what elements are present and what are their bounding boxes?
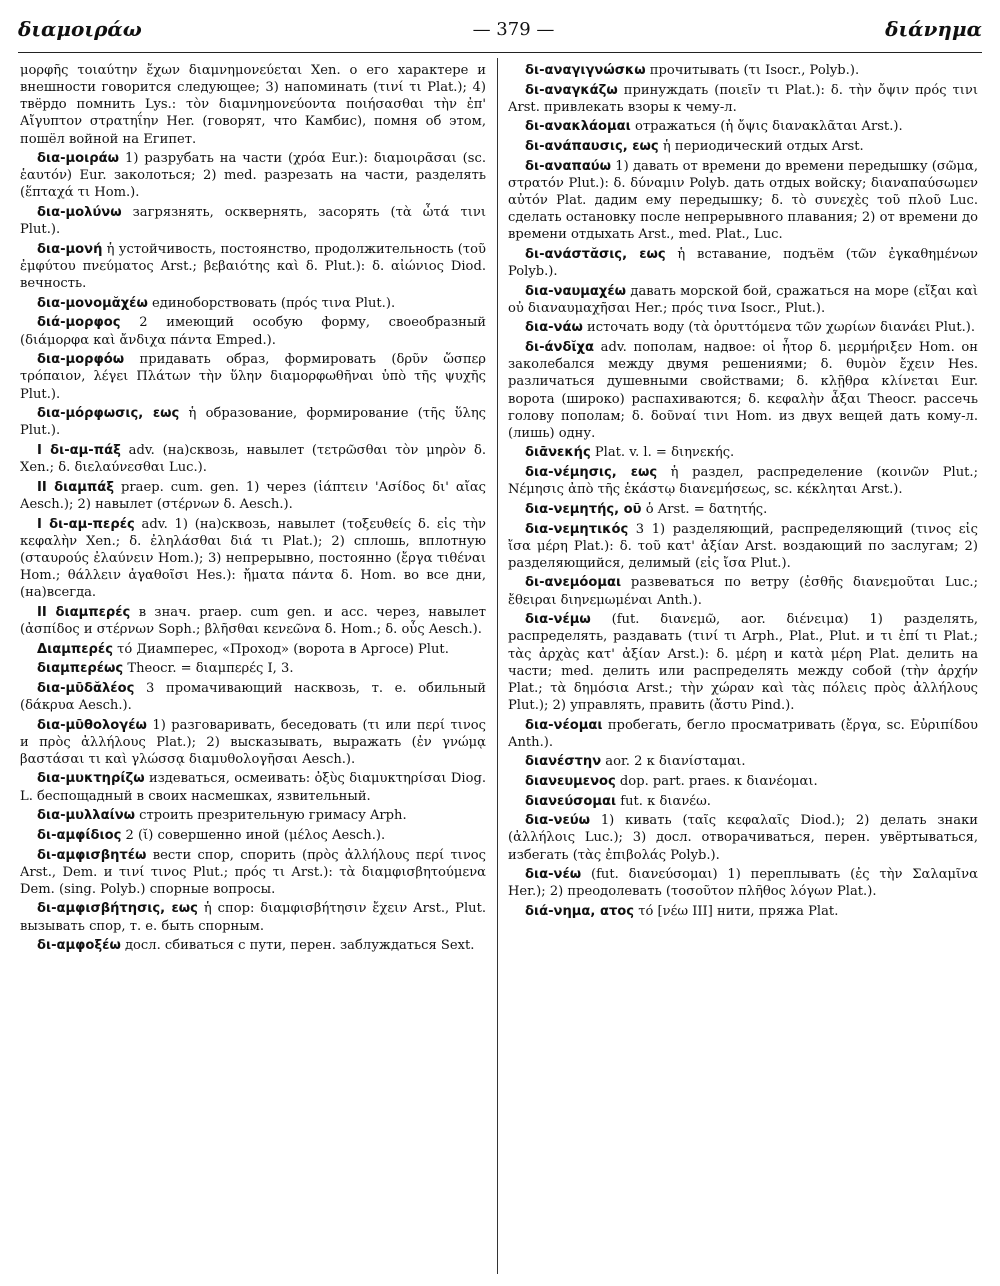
entry-headword: διανευμενος <box>525 773 616 789</box>
dictionary-entry <box>20 351 486 402</box>
dictionary-entry <box>20 717 486 768</box>
dictionary-entry <box>508 611 978 714</box>
entry-headword: δια-μῡδᾰλέος <box>37 680 135 696</box>
entry-definition: ἡ образование, формирование (τῆς ὕλης Plut.). <box>20 406 486 439</box>
entry-headword: II διαμπάξ <box>37 479 115 495</box>
entry-headword: διανέστην <box>525 754 602 770</box>
dictionary-entry <box>20 241 486 292</box>
dictionary-entry <box>20 405 486 439</box>
entry-headword: διαμπερέως <box>37 661 124 677</box>
entry-headword: διανεύσομαι <box>525 793 617 809</box>
entry-headword: I δι-αμ-περές <box>37 516 135 532</box>
entry-definition: 2 имеющий особую форму, своеобразный (διάμορφα καὶ ἄνδιχα πάντα Emped.). <box>20 315 486 348</box>
entry-definition: ἡ периодический отдых Arst. <box>658 139 864 155</box>
entry-definition: строить презрительную гримасу Arph. <box>135 808 407 824</box>
entry-headword: διά-νημα, ατος <box>525 903 635 919</box>
entry-headword: δια-μυλλαίνω <box>37 808 135 824</box>
entry-headword: δια-νέομαι <box>525 717 603 733</box>
dictionary-entry <box>20 604 486 638</box>
entry-definition: 1) давать от времени до времени передышку (σῶμα, στρατόν Plut.): δ. δύναμιν Polyb. дать отдых войску; διαναπαύσωμεν αὐτόν Plat. дадим ему передышку; δ. τὸ συνεχὲς τοῦ πλοῦ Luc. сделать остановку после непрерывного плавания; 2) от времени до времени отдыхать Arst., med. Plat., Luc. <box>508 158 978 243</box>
header-rule <box>18 52 982 53</box>
dictionary-entry <box>508 464 978 498</box>
dictionary-entry <box>20 680 486 714</box>
entry-headword: δια-μυκτηρίζω <box>37 771 145 787</box>
entry-definition: отражаться (ἡ ὄψις διανακλᾶται Arst.). <box>630 119 903 135</box>
entry-definition: в знач. praep. cum gen. и acc. через, навылет (ἀσπίδος и στέρνων Soph.; βλῆσθαι κενεῶνα δ. Hom.; δ. οὖς Aesch.). <box>20 604 486 637</box>
dictionary-entry <box>508 339 978 442</box>
entry-headword: δι-αναγκάζω <box>525 82 618 98</box>
entry-headword: δι-ανάπαυσις, εως <box>525 139 659 155</box>
entry-headword: δια-μονομᾰχέω <box>37 295 148 311</box>
entry-headword: δι-αμφίδιος <box>37 827 122 843</box>
entry-definition: давать морской бой, сражаться на море (εἴξαι καὶ οὐ διαναυμαχῆσαι Her.; πρός τινα Isocr., Plut.). <box>508 283 978 316</box>
entry-definition: τό [νέω III] нити, пряжа Plat. <box>634 903 839 919</box>
entry-headword: I δι-αμ-πάξ <box>37 442 121 458</box>
dictionary-entry <box>508 118 978 135</box>
dictionary-entry <box>20 62 486 148</box>
entry-headword: δια-μονή <box>37 241 103 257</box>
dictionary-entry <box>508 246 978 280</box>
entry-definition: источать воду (τὰ ὀρυττόμενα τῶν χωρίων διανάει Plut.). <box>582 320 976 336</box>
dictionary-entry <box>508 773 978 790</box>
entry-headword: δι-αμφισβήτησις, εως <box>37 901 198 917</box>
entry-definition: 3 промачивающий насквозь, т. е. обильный (δάκρυα Aesch.). <box>20 680 486 713</box>
entry-headword: δια-νέμω <box>525 612 591 628</box>
entry-definition: τό Диамперес, «Проход» (ворота в Аргосе) Plut. <box>112 641 449 657</box>
page-number: — 379 — <box>472 18 555 40</box>
dictionary-entry <box>508 574 978 608</box>
entry-definition: ἡ вставание, подъём (τῶν ἐγκαθημένων Polyb.). <box>508 246 978 280</box>
dictionary-entry <box>508 319 978 336</box>
entry-headword: δια-νέω <box>525 867 582 883</box>
entry-definition: придавать образ, формировать (δρῦν ὥσπερ τρόπαιον, λέγει Πλάτων τὴν ὕλην διαμορφωθῆναι ὑπὸ τῆς ψυχῆς Plut.). <box>20 352 486 402</box>
entry-definition: adv. пополам, надвое: οἱ ἦτορ δ. μερμήριξεν Hom. он заколебался между двумя решениями; δ. θυμὸν ἔχειν Hes. различаться душевными свойствами; δ. κλῇθρα κλίνεται Eur. ворота (широко) распахиваются; δ. κεφαλὴν ἆξαι Theocr. рассечь голову пополам; δ. δοῦναί τινι Hom. из двух вещей дать кому-л. (лишь) одну. <box>508 340 978 441</box>
entry-definition: издеваться, осмеивать: ὀξὺς διαμυκτηρίσαι Diog. L. беспощадный в своих насмешках, язвительный. <box>20 771 486 804</box>
dictionary-entry <box>20 937 486 954</box>
dictionary-entry <box>508 82 978 116</box>
entry-definition: 2 (ῐ) совершенно иной (μέλος Aesch.). <box>121 827 386 843</box>
entry-headword: δι-αμφοξέω <box>37 938 121 954</box>
entry-headword: δια-μολύνω <box>37 205 122 221</box>
dictionary-entry <box>508 158 978 244</box>
entry-headword: διᾱνεκής <box>525 445 591 461</box>
dictionary-entry <box>508 812 978 863</box>
entry-definition: единоборствовать (πρός τινα Plut.). <box>147 295 396 311</box>
entry-headword: II διαμπερές <box>37 604 131 620</box>
dictionary-entry <box>508 62 978 79</box>
entry-definition: adv. 1) (на)сквозь, навылет (τοξευθείς δ. εἰς τὴν κεφαλὴν Xen.; δ. ἐληλάσθαι διά τι Plat.); 2) сплошь, вплотную (σταυρούς ἐλαύνειν Hom.); 3) непрерывно, постоянно (ἔργα τιθέναι Hom.; θάλλειν ἀγαθοῖσι Hes.): ἤματα πάντα δ. Hom. во все дни, (на)всегда. <box>20 516 486 601</box>
entry-definition: dop. part. praes. к διανέομαι. <box>615 773 818 789</box>
entry-definition: пробегать, бегло просматривать (ἔργα, sc. Εὐριπίδου Anth.). <box>508 717 978 750</box>
dictionary-entry <box>20 479 486 513</box>
entry-definition: ὁ Arst. = δατητής. <box>641 501 768 517</box>
entry-headword: δια-νέμησις, εως <box>525 465 658 481</box>
entry-headword: δι-αμφισβητέω <box>37 847 147 863</box>
dictionary-entry <box>20 827 486 844</box>
dictionary-entry <box>20 641 486 658</box>
entry-definition: 1) разрубать на части (χρόα Eur.): διαμοιρᾶσαι (sc. ἑαυτόν) Eur. заколоться; 2) med. разрезать на части, разделять (ἕπταχά τι Hom.). <box>20 151 486 201</box>
entry-headword: δια-νεύω <box>525 813 590 829</box>
dictionary-entry <box>20 442 486 476</box>
entry-definition: praep. cum. gen. 1) через (ἰάπτειν 'Ασίδος δι' αἴας Aesch.); 2) навылет (στέρνων δ. Aesch.). <box>20 479 486 512</box>
entry-definition: (fut. διανεύσομαι) 1) переплывать (ἐς τὴν Σαλαμῖνα Her.); 2) преодолевать (τοσοῦτον πλῆθος λόγων Plat.). <box>508 867 978 900</box>
left-column <box>20 62 486 1276</box>
entry-definition: 1) кивать (ταῖς κεφαλαῖς Diod.); 2) делать знаки (ἀλλήλοις Luc.); 3) досл. отворачиваться, перен. увёртываться, избегать (τὰς ἐπιβολάς Polyb.). <box>508 813 978 863</box>
entry-headword: δια-μῡθολογέω <box>37 717 147 733</box>
entry-definition: досл. сбиваться с пути, перен. заблуждаться Sext. <box>120 938 475 954</box>
entry-definition: развеваться по ветру (ἐσθῆς διανεμοῦται Luc.; ἔθειραι διηνεμωμέναι Anth.). <box>508 575 978 608</box>
entry-definition: aor. 2 к διανίσταμαι. <box>601 754 746 770</box>
dictionary-entry <box>20 204 486 238</box>
dictionary-entry <box>20 295 486 312</box>
entry-definition: 1) разговаривать, беседовать (τι или περί τινος и πρὸς ἀλλήλους Plat.); 2) высказывать, выражать (ἐν γνώμᾳ βαστάσαι τι καὶ γλώσσᾳ διαμυθολογῆσαι Aesch.). <box>20 717 486 767</box>
dictionary-entry <box>20 660 486 677</box>
right-column <box>508 62 978 1276</box>
entry-definition: adv. (на)сквозь, навылет (τετρῶσθαι τὸν μηρὸν δ. Xen.; δ. διελαύνεσθαι Luc.). <box>20 442 486 476</box>
dictionary-entry <box>508 866 978 900</box>
entry-headword: δι-άνδῐχα <box>525 340 595 356</box>
entry-definition: ἡ устойчивость, постоянство, продолжительность (τοῦ ἐμφύτου πνεύματος Arst.; βεβαιότης καὶ δ. Plut.): δ. αἰώνιος Diod. вечность. <box>20 241 486 292</box>
entry-headword: δι-ανεμόομαι <box>525 575 622 591</box>
entry-definition: 3 1) разделяющий, распределяющий (τινος εἰς ἴσα μέρη Plat.): δ. τοῦ κατ' ἀξίαν Arst. воздающий по заслугам; 2) разделяющийся, делимый (εἰς ἴσα Plut.). <box>508 521 978 571</box>
dictionary-entry <box>508 283 978 317</box>
entry-definition: fut. к διανέω. <box>616 793 711 809</box>
entry-definition: загрязнять, осквернять, засорять (τὰ ὦτά τινι Plut.). <box>20 205 486 238</box>
entry-headword: διά-μορφος <box>37 315 121 331</box>
dictionary-entry <box>20 847 486 898</box>
entry-headword: δια-νάω <box>525 320 583 336</box>
entry-headword: δι-ανακλάομαι <box>525 119 631 135</box>
entry-definition: принуждать (ποιεῖν τι Plat.): δ. τὴν ὄψιν πρός τινι Arst. привлекать взоры к чему-л. <box>508 82 978 115</box>
dictionary-entry <box>508 793 978 810</box>
entry-definition: вести спор, спорить (πρὸς ἀλλήλους περί τινος Arst., Dem. и τινί τινος Plut.; πρός τι Arst.): τὰ διαμφισβητούμενα Dem. (sing. Polyb.) спорные вопросы. <box>20 847 486 897</box>
entry-headword: δι-αναγιγνώσκω <box>525 63 646 78</box>
left-running-headword: διαμοιράω <box>18 17 142 41</box>
entry-headword: Διαμπερές <box>37 641 113 657</box>
dictionary-entry <box>20 150 486 201</box>
entry-definition: Theocr. = διαμπερές I, 3. <box>123 661 294 677</box>
entry-definition: (fut. διανεμῶ, aor. διένειμα) 1) разделять, распределять, раздавать (τινί τι Arph., Plat., Plut. и τι ἐπί τι Plat.; τὰς ἀρχὰς κατ' ἀξίαν Arst.): δ. μέρη и κατὰ μέρη Plat. делить на части; med. делить или распределять между собой (τὴν ἀρχήν Plat.; τὰ δημόσια Arst.; τὴν χώραν καὶ τὰς πόλεις πρὸς ἀλλήλους Plut.); 2) управлять, править (ἄστυ Pind.). <box>508 612 978 713</box>
entry-definition: Plat. v. l. = διηνεκής. <box>590 445 735 461</box>
dictionary-entry <box>20 314 486 348</box>
dictionary-entry <box>20 900 486 934</box>
entry-headword: δι-ανάστᾰσις, εως <box>525 246 666 262</box>
entry-headword: δια-μοιράω <box>37 151 120 167</box>
dictionary-entry <box>20 516 486 602</box>
column-divider <box>497 58 498 1274</box>
entry-headword: δια-νεμητικός <box>525 521 629 537</box>
dictionary-entry <box>508 717 978 751</box>
dictionary-entry <box>508 138 978 155</box>
dictionary-entry <box>508 753 978 770</box>
dictionary-entry <box>508 521 978 572</box>
entry-headword: δια-μόρφωσις, εως <box>37 406 180 422</box>
dictionary-entry <box>508 444 978 461</box>
page-header <box>18 12 982 46</box>
entry-definition: ἡ спор: διαμφισβήτησιν ἔχειν Arst., Plut. вызывать спор, т. е. быть спорным. <box>20 901 486 934</box>
dictionary-entry <box>20 807 486 824</box>
entry-definition: ἡ раздел, распределение (κοινῶν Plut.; Νέμησις ἀπὸ τῆς ἑκάστῳ διανεμήσεως, sc. κέκληται Arst.). <box>508 465 978 498</box>
entry-headword: δια-νεμητής, οῦ <box>525 501 642 517</box>
entry-headword: δια-ναυμαχέω <box>525 283 627 299</box>
dictionary-entry <box>508 903 978 920</box>
dictionary-entry <box>20 770 486 804</box>
entry-definition: прочитывать (τι Isocr., Polyb.). <box>645 63 860 78</box>
dictionary-entry <box>508 501 978 518</box>
right-running-headword: διάνημα <box>885 17 982 41</box>
entry-definition: μορφῆς τοιαύτην ἔχων διαμνημονεύεται Xen. о его характере и внешности говорится следующее; 3) напоминать (τινί τι Plat.); 4) твёрдо помнить Lys.: τὸν διαμνημονεύοντα ποιήσασθαι τὴν ἐπ' Αἴγυπτον στρατηΐην Her. (говорят, что Камбис), помня об этом, пошёл войной на Египет. <box>20 63 486 147</box>
entry-headword: δια-μορφόω <box>37 352 125 368</box>
entry-headword: δι-αναπαύω <box>525 158 612 174</box>
